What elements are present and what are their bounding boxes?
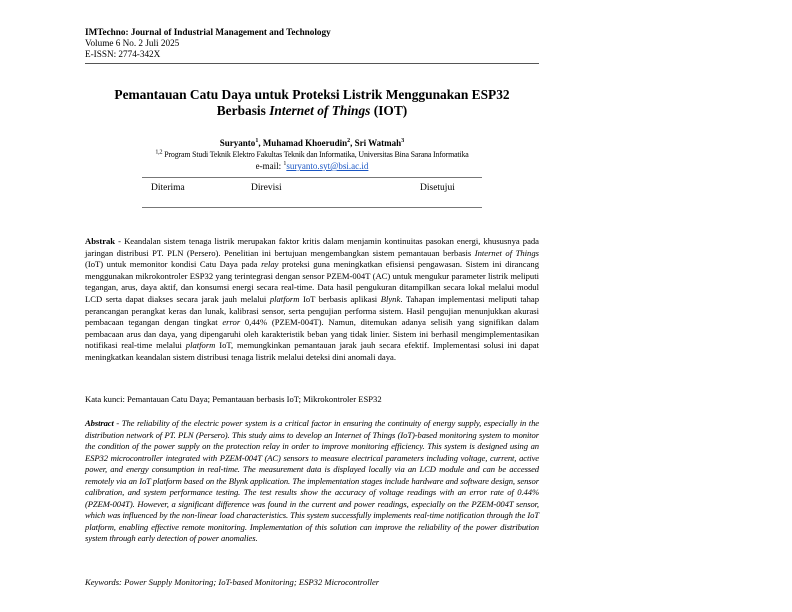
received-label: Diterima <box>151 183 185 193</box>
abstract-english <box>85 418 539 545</box>
keywords-english: Keywords: Power Supply Monitoring; IoT-based Monitoring; ESP32 Microcontroller <box>85 577 380 587</box>
abstract-segment: error <box>222 317 241 328</box>
email-label: e-mail: <box>255 161 284 171</box>
abstract-body <box>85 236 539 362</box>
abstract-segment: . Tahapan implementasi meliputi tahap perancangan perangkat keras dan lunak, kalibrasi sensor, serta pengujian performa sistem. Hasil pengujian menunjukkan akurasi pembacaan tegangan dengan tingkat <box>85 293 539 328</box>
author-sup: 3 <box>401 138 405 144</box>
title-line-2-suffix: (IOT) <box>370 103 408 118</box>
abstract-label: Abstrak <box>85 236 116 246</box>
abstract-segment: platform <box>185 340 216 351</box>
journal-header <box>85 27 539 60</box>
author-sup: 1 <box>255 138 259 144</box>
author-sup: 2 <box>347 138 351 144</box>
title-line-2 <box>85 103 539 119</box>
accepted-label: Disetujui <box>420 183 455 193</box>
abstract-segment: Blynk <box>380 293 401 304</box>
abstract-segment: IoT berbasis aplikasi <box>299 293 381 304</box>
author-name: Sri Watmah <box>354 138 402 148</box>
abstract-segment: - Keandalan sistem tenaga listrik merupakan faktor kritis dalam menjamin kontinuitas pasokan energi, khususnya pada jaringan distribusi PT. PLN (Persero). Penelitian ini bertujuan mengembangkan sistem pemantauan berbasis <box>85 236 539 258</box>
abstract-body-en: The reliability of the electric power system is a critical factor in ensuring the continuity of energy supply, especially in the distribution network of PT. PLN (Persero). This study aims to develop an Internet of Things (IoT)-based monitoring system to monitor the condition of the power supply on the protection relay in order to improve monitoring efficiency. This system is designed using an ESP32 microcontroller integrated with PZEM-004T (AC) sensors to measure electrical parameters including voltage, current, active power, and energy consumption in real-time. The measurement data is displayed locally via an LCD module and can be accessed remotely via an IoT platform based on the Blynk application. The implementation stages include hardware and software design, sensor calibration, and system performance testing. The test results show the accuracy of voltage readings with an error rate of 0.44% (PZEM-004T). However, a significant difference was found in the current and power readings, especially on the PZEM-004T sensor, which was influenced by the non-linear load characteristics. This system successfully implements real-time notification through the IoT platform, enabling effective remote monitoring. Implementation of this solution can improve the reliability of the power distribution system through early detection of power anomalies. <box>85 418 539 543</box>
abstract-segment: proteksi guna meningkatkan efisiensi pengawasan. Sistem ini dirancang menggunakan mikrokontroler ESP32 yang terintegrasi dengan sensor PZEM-004T (AC) untuk mengukur parameter listrik meliputi tegangan, arus, daya aktif, dan konsumsi energi secara real-time. Data hasil pengukuran ditampilkan secara lokal melalui modul LCD serta dapat diakses secara jarak jauh melalui <box>85 259 539 304</box>
abstract-indonesian <box>85 236 539 364</box>
author-name: Muhamad Khoerudin <box>262 138 348 148</box>
journal-issn: E-ISSN: 2774-342X <box>85 49 161 59</box>
submission-dates <box>142 177 482 208</box>
abstract-segment: relay <box>261 259 279 270</box>
abstract-segment: IoT, memungkinkan pemantauan jarak jauh secara efektif. Implementasi solusi ini dapat meningkatkan keandalan sistem distribusi tenaga listrik melalui deteksi dini anomali daya. <box>85 340 539 362</box>
title-line-1: Pemantauan Catu Daya untuk Proteksi Listrik Menggunakan ESP32 <box>114 87 510 102</box>
header-divider <box>85 63 539 64</box>
email-link[interactable]: suryanto.syt@bsi.ac.id <box>286 161 369 171</box>
abstract-segment: Internet of Things <box>474 247 539 258</box>
affiliation-sup: 1,2 <box>155 149 163 156</box>
author-list <box>85 138 539 148</box>
journal-volume: Volume 6 No. 2 Juli 2025 <box>85 38 180 48</box>
affiliation <box>85 150 539 159</box>
revised-label: Direvisi <box>251 183 282 193</box>
abstract-segment: (IoT) untuk memonitor kondisi Catu Daya pada <box>85 259 262 270</box>
abstract-segment: 0,44% (PZEM-004T). Namun, ditemukan adanya selisih yang signifikan dalam pembacaan arus dan daya, yang dipengaruhi oleh karakteristik beban yang tidak linier. Sistem ini berhasil mengimplementasikan notifikasi real-time melalui <box>85 317 539 351</box>
author-sep: , <box>350 138 355 148</box>
journal-name: IMTechno: Journal of Industrial Management and Technology <box>85 27 331 37</box>
title-line-2-prefix: Berbasis <box>216 103 270 118</box>
affiliation-text: Program Studi Teknik Elektro Fakultas Teknik dan Informatika, Universitas Bina Sarana Informatika <box>164 150 469 159</box>
keywords-indonesian: Kata kunci: Pemantauan Catu Daya; Pemantauan berbasis IoT; Mikrokontroler ESP32 <box>85 394 382 404</box>
title-line-2-italic: Internet of Things <box>269 103 371 118</box>
email-sup: 1 <box>283 161 287 167</box>
abstract-segment: platform <box>269 293 300 304</box>
email-line <box>85 161 539 171</box>
author-sep: , <box>258 138 263 148</box>
author-name: Suryanto <box>219 138 256 148</box>
paper-title <box>85 87 539 119</box>
abstract-label-en: Abstract - <box>85 418 120 428</box>
